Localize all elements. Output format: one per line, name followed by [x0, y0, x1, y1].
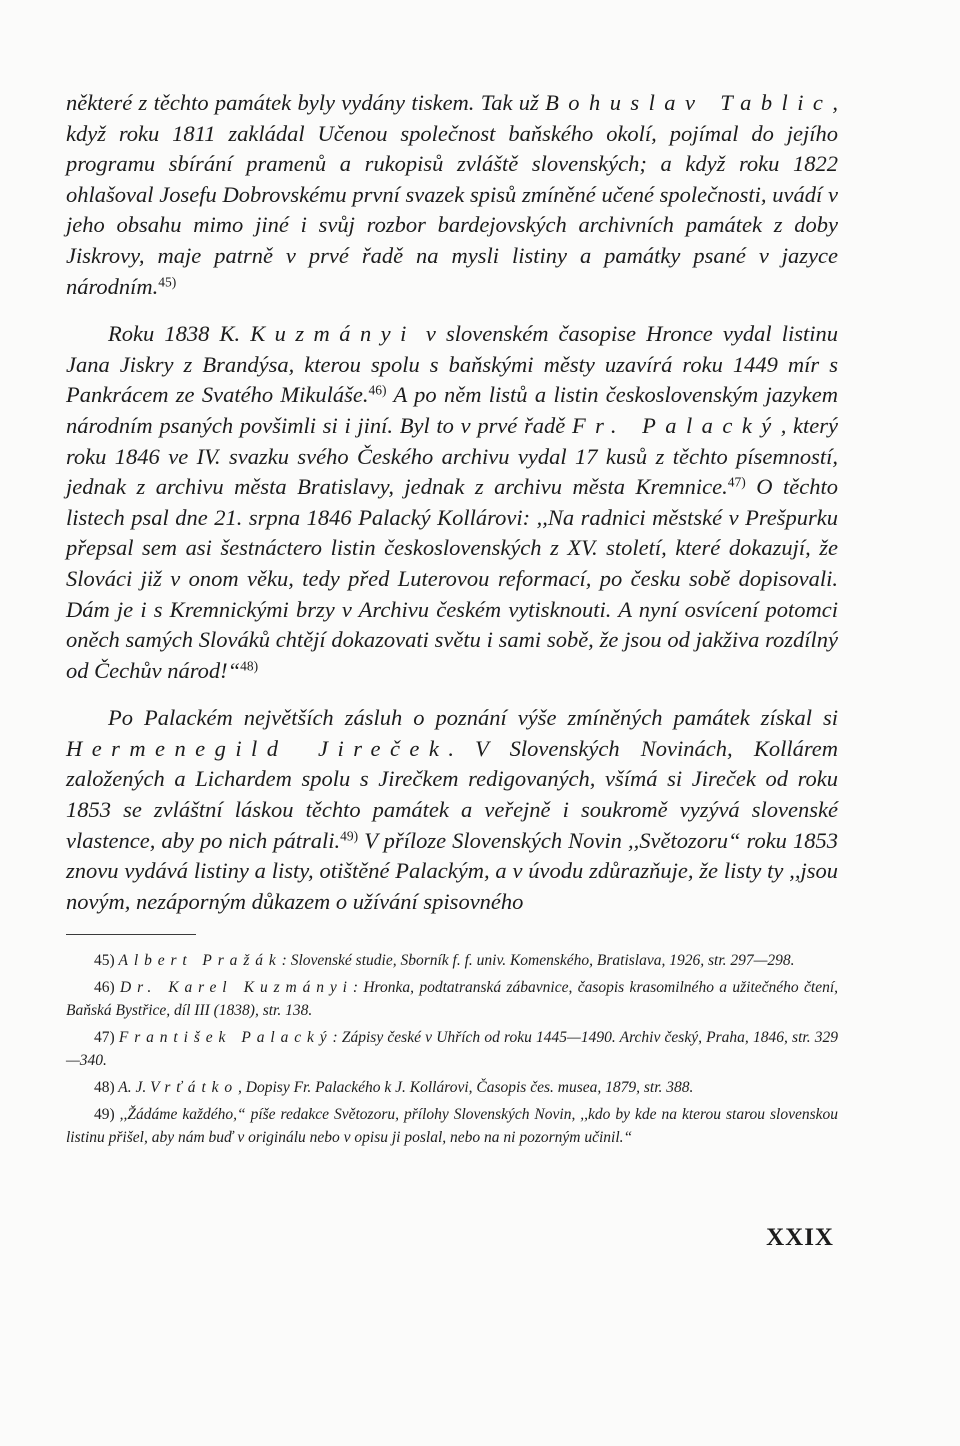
- page-content: [66, 88, 838, 1153]
- footnotes: [66, 949, 838, 1149]
- text-run: , Dopisy Fr. Palackého k J. Kollárovi, Časopis čes. musea, 1879, str. 388.: [238, 1079, 694, 1097]
- main-text: [66, 88, 838, 917]
- footnote: [66, 1076, 838, 1099]
- footnote-reference: 46): [368, 382, 387, 398]
- paragraph: [66, 88, 838, 302]
- text-run: Roku 1838 K.: [108, 321, 251, 347]
- spaced-name: Vrťátko: [150, 1079, 239, 1097]
- paragraph: [66, 703, 838, 917]
- footnote-reference: 47): [727, 474, 746, 490]
- spaced-name: Albert Pražák: [118, 952, 282, 970]
- text-run: Po Palackém největších zásluh o poznání výše zmíněných památek získal si: [108, 705, 838, 731]
- footnote-reference: 45): [158, 274, 177, 290]
- footnote-reference: 48): [240, 658, 259, 674]
- footnote-reference: 49): [340, 828, 359, 844]
- footnote-number: 45): [94, 952, 115, 970]
- text-run: , který roku 1846 ve IV. svazku svého Českého archivu vydal 17 kusů z těchto písemností, jednak z archivu města Bratislavy, jednak z archivu města Kremnice.: [66, 412, 838, 500]
- spaced-name: Bohuslav Tablic: [545, 90, 833, 115]
- footnote-number: 48): [94, 1079, 115, 1097]
- text-run: : Slovenské studie, Sborník f. f. univ. Komenského, Bratislava, 1926, str. 297—298.: [281, 952, 795, 970]
- text-run: některé z těchto památek byly vydány tiskem. Tak už: [66, 90, 546, 115]
- text-run: , když roku 1811 zakládal Učenou společnost baňského okolí, pojímal do jejího programu sbírání pramenů a rukopisů zvláště slovenských; a když roku 1822 ohlašoval Josefu Dobrovskému první svazek spisů zmíněné učené společnosti, uvádí v jeho obsahu mimo jiné i svůj rozbor bardejovských archivních památek z doby Jiskrovy, maje patrně v prvé řadě na mysli listiny a památky psané v jazyce národním.: [66, 90, 838, 299]
- text-run: A. J.: [118, 1079, 151, 1097]
- text-run: O těchto listech psal dne 21. srpna 1846 Palacký Kollárovi: ,,Na radnici městské v Prešpurku přepsal sem asi šestnáctero listin československých z XV. století, které dokazují, že Slováci již v onom věku, tedy před Luterovou reformací, po česku sobě dopisovali. Dám je i s Kremnickými brzy v Archivu českém vytisknouti. A nyní osvícení potomci oněch samých Slováků chtějí dokazovati světu i sami sobě, že jsou od jakživa rozdílný od Čechův národ!“: [66, 474, 838, 683]
- footnote: [66, 976, 838, 1022]
- spaced-name: Dr. Karel Kuzmányi: [120, 979, 353, 997]
- footnote: [66, 1026, 838, 1072]
- page-number: XXIX: [766, 1224, 834, 1251]
- text-run: v slovenském časopise Hronce vydal listinu Jana Jiskry z Brandýsa, kterou spolu s baňskými městy uzavírá roku 1449 mír s Pankrácem ze Svatého Mikuláše.: [66, 321, 838, 408]
- text-run: A po něm listů a listin československým jazykem národním psaných povšimli si i jiní. Byl to v prvé řadě: [66, 382, 839, 438]
- paragraph: [66, 319, 838, 686]
- footnote-number: 46): [94, 979, 115, 997]
- spaced-name: Kuzmányi: [250, 321, 416, 347]
- text-run: : Zápisy české v Uhřích od roku 1445—1490. Archiv český, Praha, 1846, str. 329—340.: [66, 1029, 839, 1070]
- footnote: [66, 1103, 838, 1149]
- text-run: : Hronka, podtatranská zábavnice, časopis krasomilného a užitečného čtení, Baňská Bystřice, díl III (1838), str. 138.: [66, 979, 839, 1020]
- text-run: . V Slovenských Novinách, Kollárem založených a Lichardem spolu s Jirečkem redigovaných, všímá si Jireček od roku 1853 se zvláštní láskou těchto památek a veřejně i soukromě vyzývá slovenské vlastence, aby po nich pátrali.: [66, 735, 838, 853]
- footnote-number: 47): [94, 1029, 115, 1047]
- text-run: ,,Žádáme každého,“ píše redakce Světozoru, přílohy Slovenských Novin, ,,kdo by kde na kterou starou slovenskou listinu přišel, aby nám buď v originálu nebo v opisu ji poslal, nebo na ni pozorným učinil.“: [66, 1106, 839, 1147]
- spaced-name: Hermenegild Jireček: [66, 735, 449, 761]
- spaced-name: Fr. Palacký: [571, 412, 781, 438]
- text-run: V příloze Slovenských Novin ,,Světozoru“ roku 1853 znovu vydává listiny a listy, otištěné Palackým, a v úvodu zdůrazňuje, že listy ty ,,jsou novým, nezáporným důkazem o užívání spisovného: [66, 827, 838, 914]
- footnote-number: 49): [94, 1106, 115, 1124]
- spaced-name: František Palacký: [118, 1029, 333, 1047]
- footnote: [66, 949, 838, 972]
- footnote-separator: [66, 934, 196, 935]
